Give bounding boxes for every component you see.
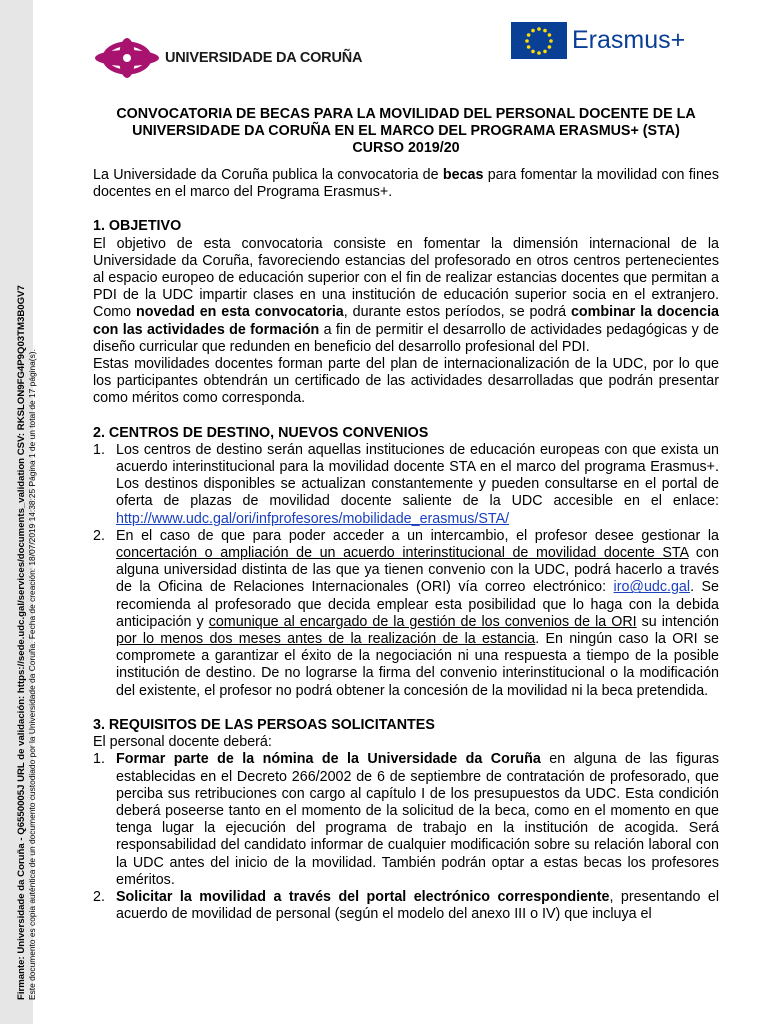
title-line-2: UNIVERSIDADE DA CORUÑA EN EL MARCO DEL PROGRAMA ERASMUS+ (STA) xyxy=(132,123,680,139)
list-item: 1. Los centros de destino serán aquellas instituciones de educación europeas con que exista un acuerdo interinstitucional para la movilidad docente STA en el marco del programa Erasmus+. Los destinos disponibles se actualizan constantemente y pueden consultarse en el portal de oferta de plazas de movilidad docente saliente de la UDC accesible en el enlace: http://www.udc.gal/ori/infprofesores/mobilidade_erasmus/STA/ xyxy=(93,441,719,527)
udc-emblem-icon xyxy=(92,36,162,80)
title-line-1: CONVOCATORIA DE BECAS PARA LA MOVILIDAD DEL PERSONAL DOCENTE DE LA xyxy=(116,106,696,122)
section-3-heading: 3. REQUISITOS DE LAS PERSOAS SOLICITANTES xyxy=(93,716,435,733)
list-item: 2. Solicitar la movilidad a través del portal electrónico correspondiente, presentando el acuerdo de movilidad de personal (según el modelo del anexo III o IV) que incluya el xyxy=(93,888,719,923)
destinations-link[interactable]: http://www.udc.gal/ori/infprofesores/mobilidade_erasmus/STA/ xyxy=(116,510,510,527)
eu-flag-icon xyxy=(511,22,567,59)
section-1-paragraph-1: El objetivo de esta convocatoria consiste en fomentar la dimensión internacional de la Universidade da Coruña, favoreciendo estancias del profesorado en otros centros pertenecientes al espacio europeo de educación superior con el fin de realizar estancias docentes que permitan a PDI de la UDC impartir clases en una institución de educación superior socia en el extranjero. Como novedad en esta convocatoria, durante estos períodos, se podrá combinar la docencia con las actividades de formación a fin de permitir el desarrollo de actividades pedagógicas y de diseño curricular que redunden en beneficio del desarrollo profesional del PDI. xyxy=(93,235,720,355)
intro-paragraph: La Universidade da Coruña publica la convocatoria de becas para fomentar la movilidad con fines docentes en el marco del Programa Erasmus+. xyxy=(93,167,719,201)
section-3-intro: El personal docente deberá: xyxy=(93,734,272,751)
stamp-signer-line: Firmante: Universidade da Coruña - Q6550005J URL de validación: https://sede.udc.gal/services/documents_validation CSV: RKSLON9FG4P9Q03TM3B0GV7 xyxy=(16,285,27,1000)
document-title xyxy=(93,106,719,157)
section-1-heading: 1. OBJETIVO xyxy=(93,218,182,235)
stamp-copy-line: Este documento es copia auténtica de un documento custodiado por la Universidade da Coruña. Fecha de creación: 18/07/2019 14:38:25 Página 1 de un total de 17 página(s). xyxy=(27,349,37,1000)
udc-logo xyxy=(92,36,363,80)
erasmus-logo xyxy=(511,22,701,62)
list-item: 1. Formar parte de la nómina de la Universidade da Coruña en alguna de las figuras establecidas en el Decreto 266/2002 de 6 de septiembre de contratación de profesorado, que perciba sus retribuciones con cargo al capítulo I de los presupuestos da UDC. Esta condición deberá poseerse tanto en el momento de la solicitud de la beca, como en el momento en que tenga lugar la ejecución del programa de trabajo en la institución de acogida. Será responsabilidad del candidato informar de cualquier modificación sobre su relación laboral con la UDC antes del inicio de la movilidad. También podrán optar a estas becas los profesores eméritos. xyxy=(93,751,719,888)
section-2-heading: 2. CENTROS DE DESTINO, NUEVOS CONVENIOS xyxy=(93,424,429,441)
title-line-3: CURSO 2019/20 xyxy=(352,140,460,156)
section-3-list xyxy=(93,751,719,923)
document-body xyxy=(93,106,719,923)
section-1-paragraph-2: Estas movilidades docentes forman parte del plan de internacionalización de la UDC, por lo que los participantes obtendrán un certificado de las actividades desarrolladas que podrán presentar como méritos como corresponda. xyxy=(93,356,719,407)
udc-name: UNIVERSIDADE DA CORUÑA xyxy=(165,50,363,66)
erasmus-name: Erasmus+ xyxy=(572,26,686,54)
list-item: 2. En el caso de que para poder acceder a un intercambio, el profesor desee gestionar la concertación o ampliación de un acuerdo interinstitucional de movilidad docente STA con alguna universidad distinta de las que ya tienen convenio con la UDC, podrá hacerlo a través de la Oficina de Relaciones Internacionales (ORI) vía correo electrónico: iro@udc.gal. Se recomienda al profesorado que decida emplear esta posibilidad que lo haga con la debida anticipación y comunique al encargado de la gestión de los convenios de la ORI su intención por lo menos dos meses antes de la realización de la estancia. En ningún caso la ORI se compromete a garantizar el éxito de la negociación ni una respuesta a tiempo de la posible institución de destino. De no lograrse la firma del convenio interinstitucional o la modificación del existente, el profesor no podrá obtener la concesión de la movilidad ni la beca pretendida. xyxy=(93,527,719,699)
validation-stamp xyxy=(0,0,37,1024)
ori-email-link[interactable]: iro@udc.gal xyxy=(613,579,691,596)
section-2-list xyxy=(93,442,719,700)
